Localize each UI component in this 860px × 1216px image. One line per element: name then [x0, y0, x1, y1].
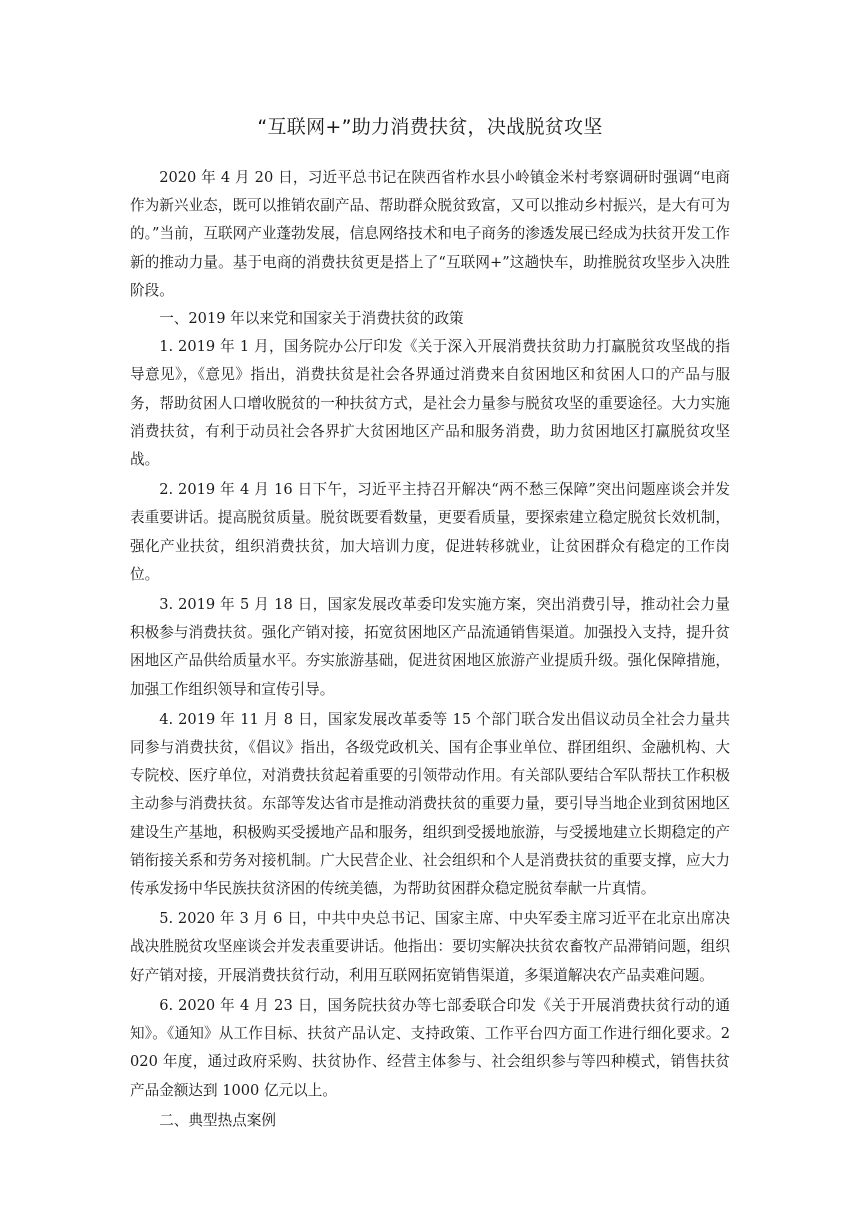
section-heading-policies: 一、2019 年以来党和国家关于消费扶贫的政策 — [159, 310, 464, 328]
policy-item-4: 4. 2019 年 11 月 8 日，国家发展改革委等 15 个部门联合发出倡议动员全社会力量共同参与消费扶贫，《倡议》指出，各级党政机关、国有企事业单位、群团组织、金融机构、大专院校、医疗单位，对消费扶贫起着重要的引领带动作用。有关部队要结合军队帮扶工作积极主动参与消费扶贫。东部等发达省市是推动消费扶贫的重要力量，要引导当地企业到贫困地区建设生产基地，积极购买受援地产品和服务，组织到受援地旅游，与受援地建立长期稳定的产销衔接关系和劳务对接机制。广大民营企业、社会组织和个人是消费扶贫的重要支撑，应大力传承发扬中华民族扶贫济困的传统美德，为帮助贫困群众稳定脱贫奉献一片真情。 — [130, 710, 730, 898]
document-page — [130, 112, 730, 1135]
intro-paragraph: 2020 年 4 月 20 日，习近平总书记在陕西省柞水县小岭镇金米村考察调研时强调“电商作为新兴业态，既可以推销农副产品、帮助群众脱贫致富，又可以推动乡村振兴，是大有可为的。”当前，互联网产业蓬勃发展，信息网络技术和电子商务的渗透发展已经成为扶贫开发工作新的推动力量。基于电商的消费扶贫更是搭上了“互联网+”这趟快车，助推脱贫攻坚步入决胜阶段。 — [130, 169, 730, 299]
policy-item-1: 1. 2019 年 1 月，国务院办公厅印发《关于深入开展消费扶贫助力打赢脱贫攻坚战的指导意见》，《意见》指出，消费扶贫是社会各界通过消费来自贫困地区和贫困人口的产品与服务，帮助贫困人口增收脱贫的一种扶贫方式，是社会力量参与脱贫攻坚的重要途径。大力实施消费扶贫，有利于动员社会各界扩大贫困地区产品和服务消费，助力贫困地区打赢脱贫攻坚战。 — [130, 338, 730, 469]
policy-item-3: 3. 2019 年 5 月 18 日，国家发展改革委印发实施方案，突出消费引导，推动社会力量积极参与消费扶贫。强化产销对接，拓宽贫困地区产品流通销售渠道。加强投入支持，提升贫困地区产品供给质量水平。夯实旅游基础，促进贫困地区旅游产业提质升级。强化保障措施，加强工作组织领导和宣传引导。 — [130, 596, 730, 698]
section-heading-cases: 二、典型热点案例 — [159, 1111, 276, 1129]
document-title: “互联网+”助力消费扶贫，决战脱贫攻坚 — [257, 116, 603, 138]
policy-item-5: 5. 2020 年 3 月 6 日，中共中央总书记、国家主席、中央军委主席习近平在北京出席决战决胜脱贫攻坚座谈会并发表重要讲话。他指出：要切实解决扶贫农畜牧产品滞销问题，组织好产销对接，开展消费扶贫行动，利用互联网拓宽销售渠道，多渠道解决农产品卖难问题。 — [130, 910, 730, 984]
policy-item-2: 2. 2019 年 4 月 16 日下午，习近平主持召开解决“两不愁三保障”突出问题座谈会并发表重要讲话。提高脱贫质量。脱贫既要看数量，更要看质量，要探索建立稳定脱贫长效机制，强化产业扶贫，组织消费扶贫，加大培训力度，促进转移就业，让贫困群众有稳定的工作岗位。 — [130, 481, 730, 583]
policy-item-6: 6. 2020 年 4 月 23 日，国务院扶贫办等七部委联合印发《关于开展消费扶贫行动的通知》。《通知》从工作目标、扶贫产品认定、支持政策、工作平台四方面工作进行细化要求。2020 年度，通过政府采购、扶贫协作、经营主体参与、社会组织参与等四种模式，销售扶贫产品金额达到 1000 亿元以上。 — [130, 996, 730, 1099]
